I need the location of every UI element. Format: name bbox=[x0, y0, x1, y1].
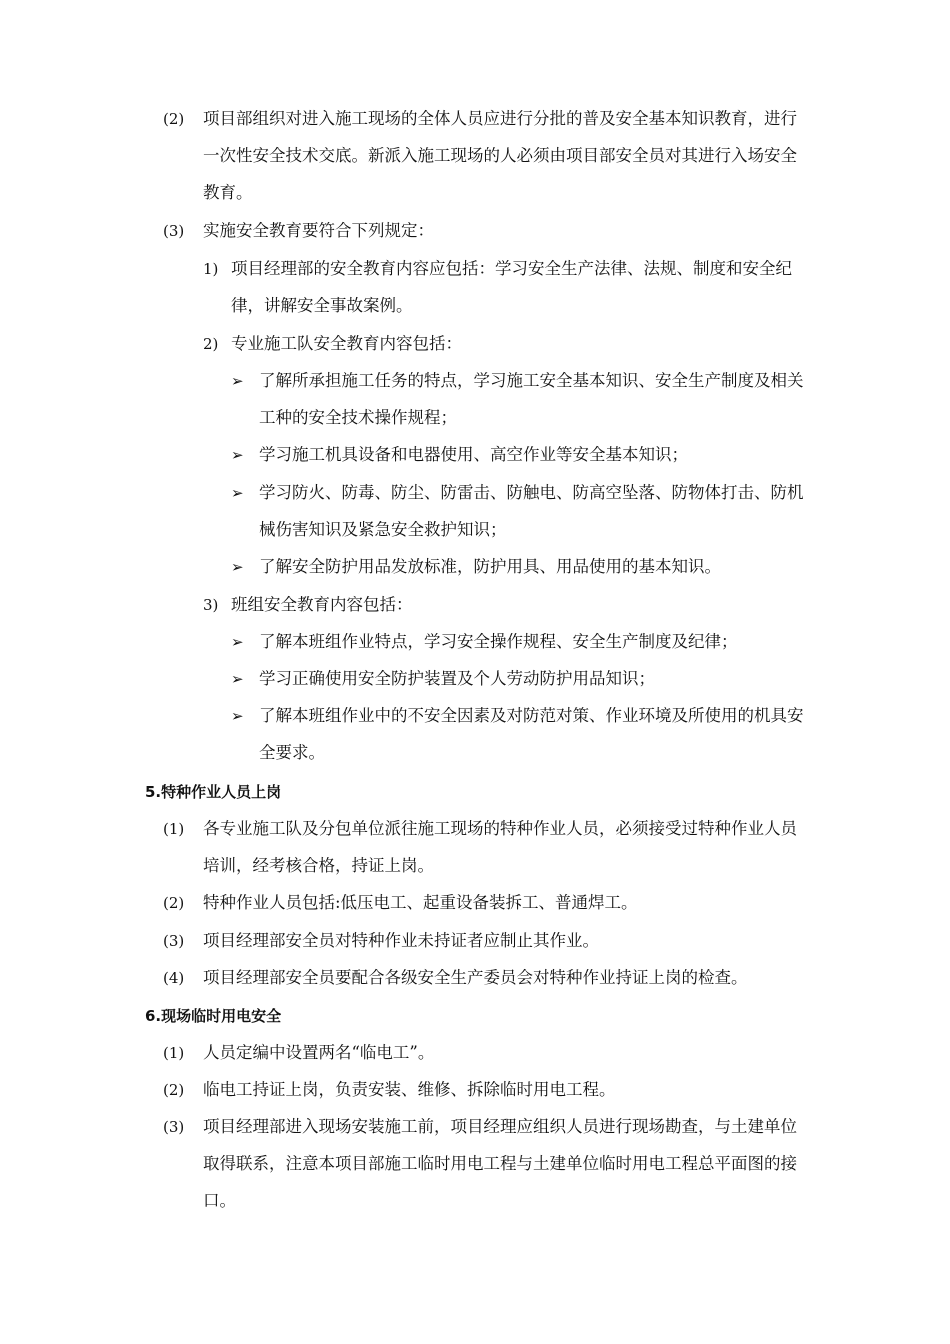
arrow-bullet-icon: ➢ bbox=[231, 670, 244, 688]
arrow-bullet-icon: ➢ bbox=[231, 707, 244, 725]
paragraph-line: 特种作业人员包括:低压电工、起重设备装拆工、普通焊工。 bbox=[203, 893, 638, 912]
paragraph-line: 各专业施工队及分包单位派往施工现场的特种作业人员，必须接受过特种作业人员 bbox=[203, 819, 797, 838]
item-marker: (3) bbox=[163, 1118, 185, 1136]
paragraph-line: 项目经理部的安全教育内容应包括：学习安全生产法律、法规、制度和安全纪 bbox=[231, 259, 792, 278]
arrow-bullet-icon: ➢ bbox=[231, 558, 244, 576]
paragraph-line: 教育。 bbox=[203, 183, 253, 202]
paragraph-line: 项目经理部进入现场安装施工前，项目经理应组织人员进行现场勘查，与土建单位 bbox=[203, 1117, 797, 1136]
paragraph-line: 一次性安全技术交底。新派入施工现场的人必须由项目部安全员对其进行入场安全 bbox=[203, 146, 797, 165]
bullet-line: 了解本班组作业特点，学习安全操作规程、安全生产制度及纪律； bbox=[259, 632, 738, 651]
sub-item-marker: 2) bbox=[203, 335, 219, 353]
paragraph-line: 专业施工队安全教育内容包括： bbox=[231, 334, 462, 353]
arrow-bullet-icon: ➢ bbox=[231, 633, 244, 651]
paragraph-line: 律，讲解安全事故案例。 bbox=[231, 296, 413, 315]
paragraph-line: 培训，经考核合格，持证上岗。 bbox=[203, 856, 434, 875]
item-marker: (2) bbox=[163, 1081, 185, 1099]
section-heading: 6.现场临时用电安全 bbox=[145, 1007, 282, 1025]
item-marker: (4) bbox=[163, 969, 185, 987]
arrow-bullet-icon: ➢ bbox=[231, 372, 244, 390]
paragraph-line: 人员定编中设置两名“临电工”。 bbox=[203, 1043, 435, 1062]
section-heading: 5.特种作业人员上岗 bbox=[145, 783, 282, 801]
bullet-line: 学习正确使用安全防护装置及个人劳动防护用品知识； bbox=[259, 669, 655, 688]
item-marker: (2) bbox=[163, 110, 185, 128]
sub-item-marker: 1) bbox=[203, 260, 219, 278]
paragraph-line: 实施安全教育要符合下列规定： bbox=[203, 221, 434, 240]
item-marker: (3) bbox=[163, 222, 185, 240]
item-marker: (3) bbox=[163, 932, 185, 950]
sub-item-marker: 3) bbox=[203, 596, 219, 614]
bullet-line: 了解安全防护用品发放标准，防护用具、用品使用的基本知识。 bbox=[259, 557, 721, 576]
bullet-line: 学习施工机具设备和电器使用、高空作业等安全基本知识； bbox=[259, 445, 688, 464]
arrow-bullet-icon: ➢ bbox=[231, 484, 244, 502]
paragraph-line: 取得联系，注意本项目部施工临时用电工程与土建单位临时用电工程总平面图的接 bbox=[203, 1154, 797, 1173]
bullet-line: 了解所承担施工任务的特点，学习施工安全基本知识、安全生产制度及相关 bbox=[259, 371, 804, 390]
bullet-line: 了解本班组作业中的不安全因素及对防范对策、作业环境及所使用的机具安 bbox=[259, 706, 804, 725]
paragraph-line: 班组安全教育内容包括： bbox=[231, 595, 413, 614]
paragraph-line: 临电工持证上岗，负责安装、维修、拆除临时用电工程。 bbox=[203, 1080, 616, 1099]
item-marker: (2) bbox=[163, 894, 185, 912]
paragraph-line: 项目部组织对进入施工现场的全体人员应进行分批的普及安全基本知识教育，进行 bbox=[203, 109, 797, 128]
item-marker: (1) bbox=[163, 1044, 185, 1062]
bullet-line: 学习防火、防毒、防尘、防雷击、防触电、防高空坠落、防物体打击、防机 bbox=[259, 483, 804, 502]
bullet-line: 全要求。 bbox=[259, 743, 325, 762]
arrow-bullet-icon: ➢ bbox=[231, 446, 244, 464]
paragraph-line: 项目经理部安全员要配合各级安全生产委员会对特种作业持证上岗的检查。 bbox=[203, 968, 748, 987]
bullet-line: 工种的安全技术操作规程； bbox=[259, 408, 457, 427]
paragraph-line: 项目经理部安全员对特种作业未持证者应制止其作业。 bbox=[203, 931, 599, 950]
paragraph-line: 口。 bbox=[203, 1191, 236, 1210]
bullet-line: 械伤害知识及紧急安全救护知识； bbox=[259, 520, 507, 539]
item-marker: (1) bbox=[163, 820, 185, 838]
